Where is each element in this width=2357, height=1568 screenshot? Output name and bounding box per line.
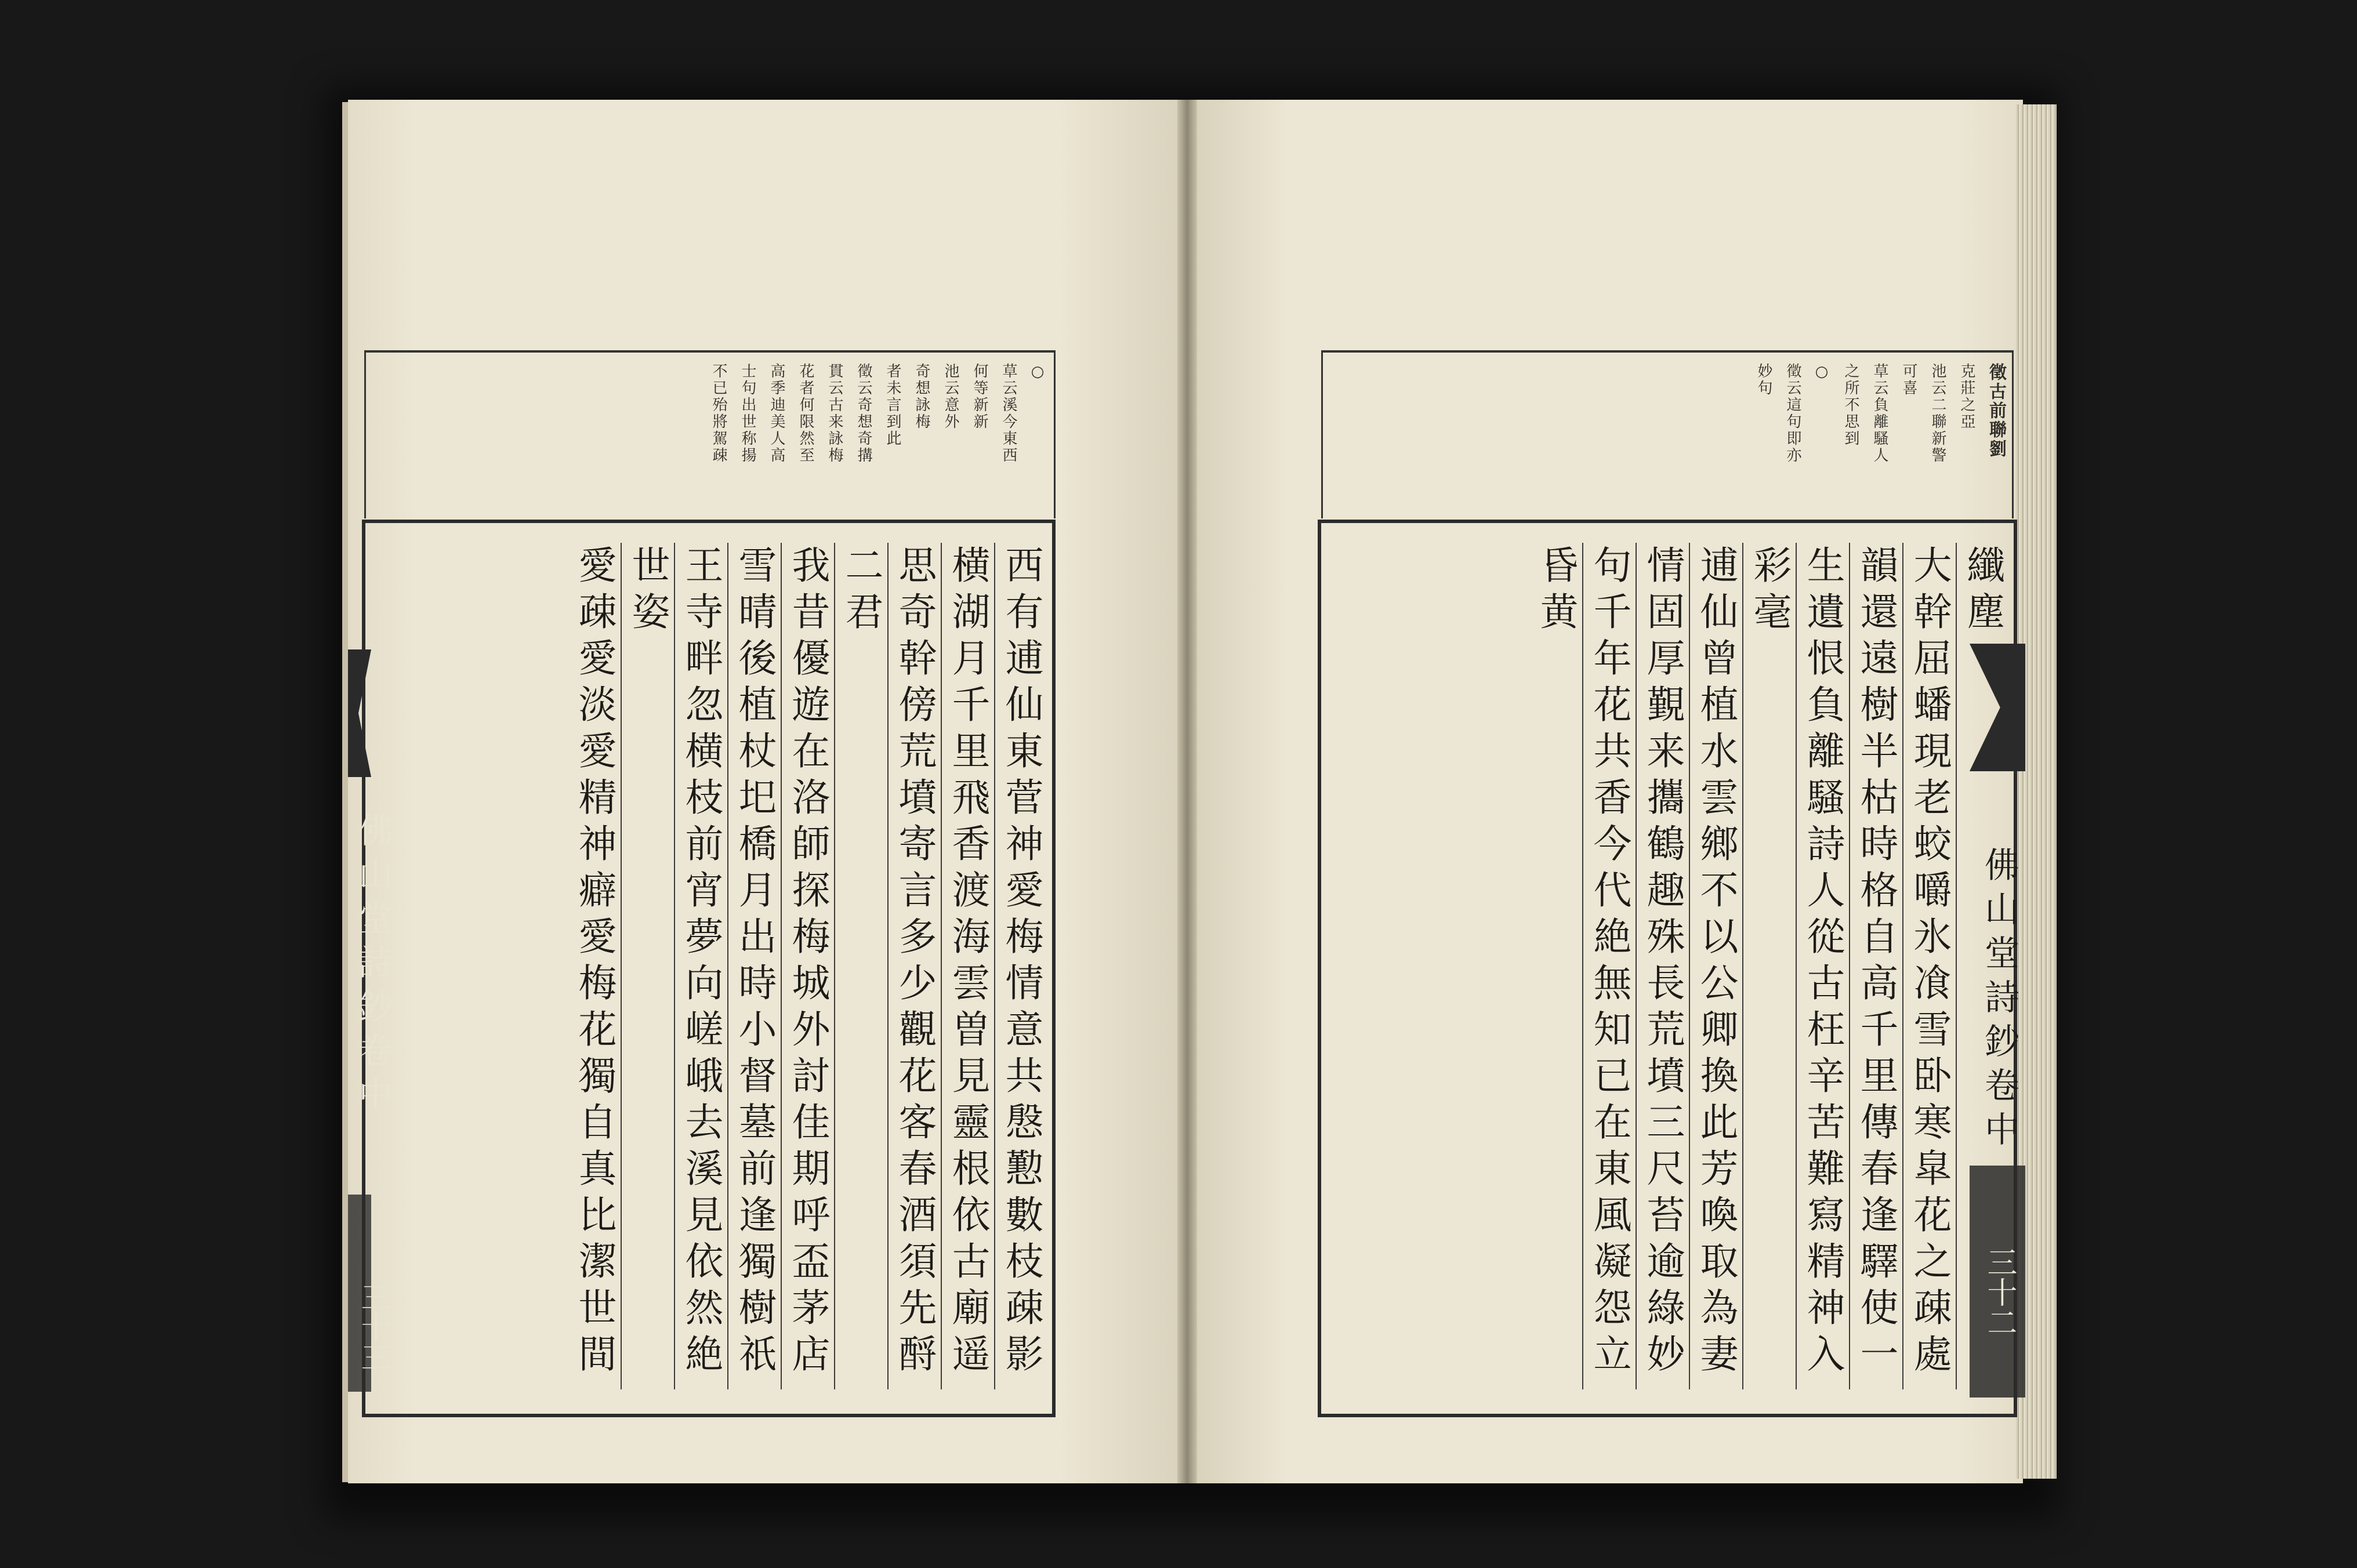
headnote-column: 克莊之亞: [1958, 363, 1975, 430]
headnote-column: 池云二聯新警: [1929, 363, 1946, 464]
headnote-column: 花者何限然至: [797, 363, 814, 464]
left-headnotes: [364, 350, 1056, 518]
text-column: 二君: [834, 543, 887, 1389]
text-column: 生遺恨負離騷詩人從古枉辛苦難寫精神入: [1796, 543, 1849, 1389]
right-folio-number: 三十二: [1982, 1247, 2017, 1337]
headnote-column: 不已殆將駕疎: [710, 363, 727, 464]
headnote-column: 之所不思到: [1842, 363, 1859, 447]
headnote-column: 者未言到此: [884, 363, 901, 447]
headnote-column: 草云負離騷人: [1871, 363, 1888, 464]
left-text-block: [362, 520, 1056, 1417]
left-center-title: 佛山堂詩鈔卷中: [353, 812, 393, 1120]
headnote-column: 池云意外: [942, 363, 959, 430]
headnote-column: 妙句: [1755, 363, 1772, 397]
text-column: 思奇幹傍荒墳寄言多少觀花客春酒須先酹: [887, 543, 941, 1389]
text-column: 横湖月千里飛香渡海雲曽見靈根依古廟遥: [941, 543, 994, 1389]
right-text-block: [1318, 520, 2017, 1417]
headnote-column: 可喜: [1900, 363, 1917, 397]
headnote-column: 奇想詠梅: [913, 363, 930, 430]
text-column: 王寺畔忽横枝前宵夢向嵯峨去溪見依然絶: [674, 543, 727, 1389]
text-column: 彩毫: [1742, 543, 1796, 1389]
text-column: 情固厚覲来攜鶴趣殊長荒墳三尺苔逾綠妙: [1636, 543, 1689, 1389]
text-column: 西有逋仙東菅神愛梅情意共慇懃數枝疎影: [994, 543, 1047, 1389]
text-column: 愛疎愛淡愛精神癖愛梅花獨自真比潔世間: [572, 545, 617, 1380]
left-folio-number: 三十三: [356, 1282, 390, 1372]
text-column: 昏黄: [1533, 545, 1578, 638]
headnote-column: 徵云奇想奇搆: [855, 363, 872, 464]
headnote-column: 徵云這句即亦: [1784, 363, 1801, 464]
text-column: 句千年花共香今代絶無知已在東風凝怨立: [1582, 543, 1636, 1389]
book-gutter: [1177, 100, 1197, 1483]
text-column: 我昔優遊在洛師探梅城外討佳期呼盃茅店: [781, 543, 834, 1389]
headnote-column: 何等新新: [971, 363, 988, 430]
headnote-column: 草云溪今東西: [1000, 363, 1017, 464]
text-column: 雪晴後植杖圯橋月出時小督墓前逢獨樹祇: [727, 543, 781, 1389]
headnote-column: ○: [1029, 363, 1046, 382]
text-column: 韻還遠樹半枯時格自高千里傳春逢驛使一: [1849, 543, 1902, 1389]
text-column: 纖塵: [1956, 543, 2009, 1389]
right-center-title: 佛山堂詩鈔卷中: [1979, 847, 2019, 1155]
headnote-column: 士句出世称揚: [739, 363, 756, 464]
text-column: 逋仙曾植水雲鄉不以公卿換此芳喚取為妻: [1689, 543, 1742, 1389]
headnote-column: 高季迪美人高: [768, 363, 785, 464]
right-headnotes: [1321, 350, 2014, 518]
headnote-column: 貫云古来詠梅: [826, 363, 843, 464]
headnote-column: 徵古前聯劉: [1986, 363, 2006, 459]
headnote-column: ○: [1813, 363, 1830, 382]
text-column: 世姿: [621, 543, 674, 1389]
text-column: 大幹屈蟠現老蛟嚼氷飡雪卧寒皐花之疎處: [1902, 543, 1956, 1389]
